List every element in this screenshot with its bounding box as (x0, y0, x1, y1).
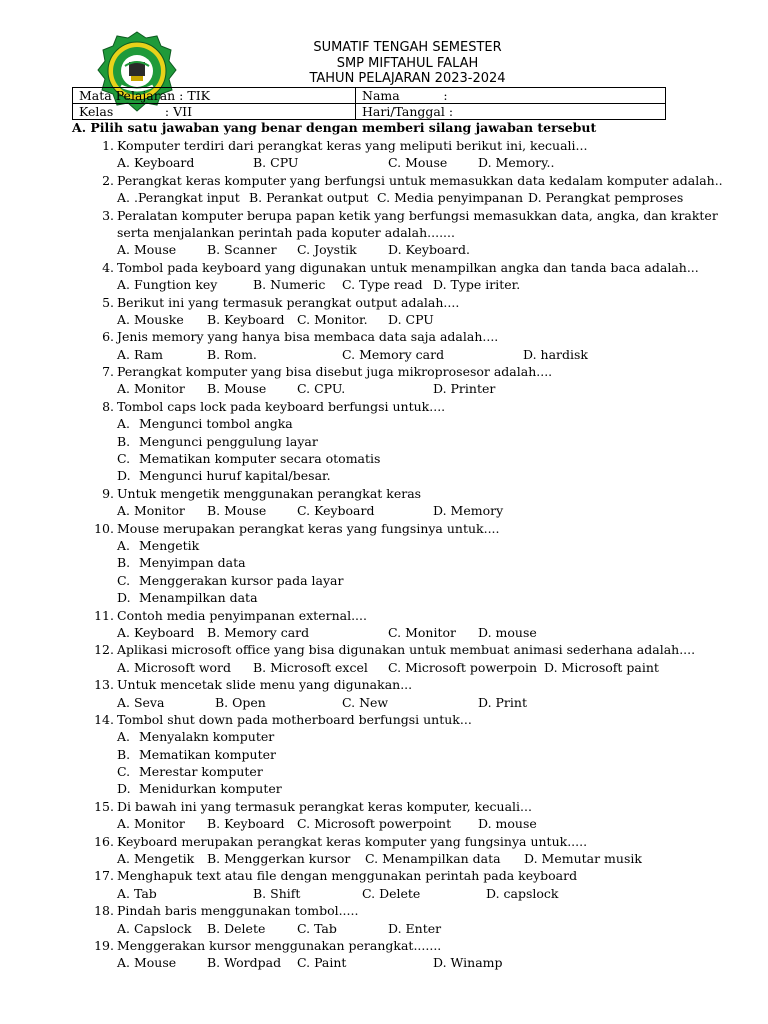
option-text: Merestar komputer (139, 764, 263, 780)
question-line (72, 676, 732, 693)
answer-options (72, 380, 732, 397)
answer-option[interactable]: C. Delete (362, 885, 421, 901)
answer-option[interactable]: C. Mouse (388, 155, 448, 171)
date-field[interactable]: Hari/Tanggal : (356, 104, 666, 120)
question-text: Komputer terdiri dari perangkat keras yang meliputi berikut ini, kecuali... (117, 138, 588, 153)
question-number: 4. (102, 259, 114, 275)
answer-option[interactable]: B. Mouse (207, 381, 267, 397)
option-text: Mengunci huruf kapital/besar. (139, 468, 331, 484)
question-number: 1. (102, 138, 114, 153)
answer-option[interactable]: C. Media penyimpanan (377, 190, 524, 206)
answer-option[interactable]: D. Print (478, 694, 527, 710)
option-text: Mematikan komputer secara otomatis (139, 451, 381, 467)
answer-option[interactable]: A. Seva (117, 694, 165, 710)
question-text: Di bawah ini yang termasuk perangkat keras komputer, kecuali... (117, 798, 532, 814)
question-number: 17. (94, 868, 114, 884)
question-text: Untuk mencetak slide menu yang digunakan... (117, 677, 413, 693)
answer-option[interactable] (72, 554, 732, 571)
option-text: Menyalakn komputer (139, 729, 275, 745)
option-label: C. (117, 572, 131, 588)
question-number: 7. (102, 364, 114, 380)
answer-option[interactable]: B. Microsoft excel (253, 659, 368, 675)
answer-option[interactable]: B. Keyboard (207, 311, 285, 327)
answer-options (72, 502, 732, 519)
answer-options (72, 241, 732, 258)
question-line (72, 902, 732, 919)
answer-option[interactable]: B. CPU (253, 155, 299, 171)
option-label: C. (117, 764, 131, 780)
question-number: 8. (102, 398, 114, 414)
answer-option[interactable]: A. Monitor (117, 381, 185, 397)
answer-option[interactable]: B. Wordpad (207, 955, 282, 971)
answer-options (72, 885, 732, 902)
answer-options (72, 815, 732, 832)
option-text: Mengetik (139, 537, 200, 553)
question-number: 19. (94, 937, 114, 953)
question-line (72, 485, 732, 502)
question-number: 16. (94, 833, 114, 849)
question-number: 6. (102, 329, 114, 345)
answer-options (72, 954, 732, 971)
answer-option[interactable] (72, 450, 732, 467)
answer-option[interactable]: C. Tab (297, 920, 337, 936)
answer-option[interactable]: B. Keyboard (207, 816, 285, 832)
option-text: Menyimpan data (139, 555, 246, 571)
option-label: A. (117, 537, 131, 553)
question-line (72, 798, 732, 815)
question-text: Contoh media penyimpanan external.... (117, 607, 367, 623)
question-line (72, 833, 732, 850)
section-title: A. Pilih satu jawaban yang benar dengan memberi silang jawaban tersebut (72, 120, 597, 135)
option-label: B. (117, 555, 131, 571)
answer-option[interactable]: C. Microsoft powerpoin (388, 659, 538, 675)
answer-options (72, 694, 732, 711)
option-text: Mengunci tombol angka (139, 416, 293, 432)
name-field[interactable]: Nama : (356, 88, 666, 104)
question-number: 3. (102, 207, 114, 223)
answer-option[interactable] (72, 572, 732, 589)
answer-option[interactable]: A. Ram (117, 346, 163, 362)
answer-options (72, 659, 732, 676)
question-line (72, 207, 732, 224)
answer-option[interactable]: A. Keyboard (117, 624, 195, 640)
question-number: 5. (102, 294, 114, 310)
option-label: A. (117, 729, 131, 745)
answer-option[interactable] (72, 763, 732, 780)
answer-option[interactable]: D. Winamp (433, 955, 503, 971)
answer-option[interactable]: C. Microsoft powerpoint (297, 816, 452, 832)
question-text: Aplikasi microsoft office yang bisa digunakan untuk membuat animasi sederhana adalah.... (117, 642, 696, 658)
answer-option[interactable]: A. Monitor (117, 503, 185, 519)
question-number: 14. (94, 711, 114, 727)
question-text: Menggerakan kursor menggunakan perangkat....... (117, 937, 442, 953)
answer-option[interactable]: D. Enter (388, 920, 442, 936)
question-number: 9. (102, 485, 114, 501)
answer-option[interactable]: D. Microsoft paint (544, 659, 659, 675)
question-continuation (72, 224, 732, 241)
answer-options (72, 346, 732, 363)
header-title: SUMATIF TENGAH SEMESTER (313, 40, 502, 55)
question-line (72, 711, 732, 728)
option-label: D. (117, 468, 131, 484)
answer-option[interactable]: D. Memory.. (478, 155, 555, 171)
answer-option[interactable]: A. Mouske (117, 311, 184, 327)
answer-option[interactable]: B. Perankat output (249, 190, 369, 206)
answer-options (72, 189, 732, 206)
answer-option[interactable]: A. Microsoft word (117, 659, 232, 675)
exam-header (180, 40, 635, 87)
answer-option[interactable]: D. Memory (433, 503, 504, 519)
question-line (72, 328, 732, 345)
answer-option[interactable]: C. Type read (342, 277, 423, 293)
option-text: Menidurkan komputer (139, 781, 282, 797)
answer-option[interactable]: D. Memutar musik (524, 851, 642, 867)
answer-options (72, 920, 732, 937)
option-label: B. (117, 746, 131, 762)
question-text: serta menjalankan perintah pada koputer adalah....... (117, 224, 455, 240)
answer-option[interactable] (72, 537, 732, 554)
answer-option[interactable]: C. CPU. (297, 381, 346, 397)
answer-option[interactable]: A. Keyboard (117, 155, 195, 171)
answer-option[interactable]: D. mouse (478, 816, 537, 832)
answer-option[interactable]: A. .Perangkat input (117, 190, 240, 206)
question-number: 10. (94, 520, 114, 536)
answer-option[interactable] (72, 433, 732, 450)
answer-option[interactable] (72, 467, 732, 484)
answer-option[interactable]: D. Printer (433, 381, 496, 397)
question-line (72, 641, 732, 658)
answer-option[interactable] (72, 746, 732, 763)
answer-option[interactable]: A. Mengetik (117, 851, 195, 867)
answer-option[interactable]: A. Monitor (117, 816, 185, 832)
question-line (72, 294, 732, 311)
answer-option[interactable]: A. Capslock (117, 920, 192, 936)
class-cell: Kelas : VII (73, 104, 356, 120)
question-line (72, 937, 732, 954)
answer-option[interactable]: B. Numeric (253, 277, 326, 293)
question-line (72, 172, 732, 189)
answer-option[interactable]: B. Rom. (207, 346, 257, 362)
answer-option[interactable]: A. Mouse (117, 955, 177, 971)
subject-cell: Mata Pelajaran : TIK (73, 88, 356, 104)
question-line (72, 867, 732, 884)
option-label: D. (117, 590, 131, 606)
question-text: Tombol shut down pada motherboard berfungsi untuk... (117, 711, 472, 727)
question-line (72, 259, 732, 276)
header-year: TAHUN PELAJARAN 2023-2024 (309, 71, 506, 86)
question-text: Menghapuk text atau file dengan menggunakan perintah pada keyboard (117, 868, 578, 884)
question-number: 12. (94, 642, 114, 658)
question-text: Keyboard merupakan perangkat keras komputer yang fungsinya untuk..... (117, 833, 588, 849)
answer-option[interactable]: A. Mouse (117, 242, 177, 258)
option-label: D. (117, 781, 131, 797)
answer-option[interactable]: B. Open (215, 694, 266, 710)
answer-option[interactable]: B. Scanner (207, 242, 277, 258)
answer-option[interactable]: B. Delete (207, 920, 266, 936)
answer-option[interactable]: C. Memory card (342, 346, 445, 362)
answer-option[interactable]: D. CPU (388, 311, 434, 327)
header-school: SMP MIFTAHUL FALAH (336, 55, 479, 71)
answer-options (72, 624, 732, 641)
answer-option[interactable]: C. Menampilkan data (365, 851, 501, 867)
question-text: Mouse merupakan perangkat keras yang fungsinya untuk.... (117, 520, 500, 536)
answer-option[interactable]: B. Memory card (207, 624, 310, 640)
question-number: 18. (94, 903, 114, 919)
question-text: Tombol caps lock pada keyboard berfungsi untuk.... (117, 398, 446, 414)
question-number: 2. (102, 172, 114, 188)
question-number: 15. (94, 798, 114, 814)
answer-option[interactable]: C. Monitor (388, 624, 456, 640)
question-text: Berikut ini yang termasuk perangkat output adalah.... (117, 294, 460, 310)
question-text: Pindah baris menggunakan tombol..... (117, 903, 359, 919)
question-text: Tombol pada keyboard yang digunakan untuk menampilkan angka dan tanda baca adalah... (117, 259, 699, 275)
question-text: Jenis memory yang hanya bisa membaca data saja adalah.... (117, 329, 499, 345)
answer-option[interactable]: B. Mouse (207, 503, 267, 519)
answer-option[interactable] (72, 728, 732, 745)
question-text: Perangkat keras komputer yang berfungsi untuk memasukkan data kedalam komputer adalah.. (117, 172, 723, 188)
answer-option[interactable]: C. Keyboard (297, 503, 375, 519)
question-text: Perangkat komputer yang bisa disebut juga mikroprosesor adalah.... (117, 364, 553, 380)
answer-option[interactable]: D. Keyboard. (388, 242, 470, 258)
answer-options (72, 850, 732, 867)
answer-option[interactable]: D. Type iriter. (433, 277, 521, 293)
question-number: 11. (94, 607, 114, 623)
student-info-table (72, 87, 666, 120)
option-text: Mengunci penggulung layar (139, 433, 318, 449)
question-list (72, 137, 732, 972)
option-label: A. (117, 416, 131, 432)
question-line (72, 363, 732, 380)
question-text: Peralatan komputer berupa papan ketik yang berfungsi memasukkan data, angka, dan krakter (117, 207, 718, 223)
answer-option[interactable]: C. Joystik (297, 242, 357, 258)
answer-option[interactable]: A. Tab (117, 885, 157, 901)
answer-option[interactable]: C. Paint (297, 955, 347, 971)
answer-options (72, 276, 732, 293)
answer-option[interactable] (72, 780, 732, 797)
option-text: Menampilkan data (139, 590, 258, 606)
question-line (72, 520, 732, 537)
question-line (72, 607, 732, 624)
answer-option[interactable]: B. Shift (253, 885, 301, 901)
answer-option[interactable]: B. Menggerkan kursor (207, 851, 351, 867)
question-line (72, 137, 732, 154)
question-number: 13. (94, 677, 114, 693)
answer-option[interactable] (72, 415, 732, 432)
answer-option[interactable]: D. hardisk (523, 346, 588, 362)
option-label: B. (117, 433, 131, 449)
question-text: Untuk mengetik menggunakan perangkat keras (117, 485, 422, 501)
option-label: C. (117, 451, 131, 467)
answer-option[interactable]: C. New (342, 694, 389, 710)
question-line (72, 398, 732, 415)
option-text: Mematikan komputer (139, 746, 276, 762)
answer-option[interactable]: D. capslock (486, 885, 559, 901)
answer-option[interactable]: A. Fungtion key (117, 277, 218, 293)
answer-option[interactable]: D. mouse (478, 624, 537, 640)
answer-options (72, 154, 732, 171)
answer-option[interactable]: C. Monitor. (297, 311, 368, 327)
option-text: Menggerakan kursor pada layar (139, 572, 344, 588)
answer-option[interactable] (72, 589, 732, 606)
answer-option[interactable]: D. Perangkat pemproses (528, 190, 684, 206)
answer-options (72, 311, 732, 328)
